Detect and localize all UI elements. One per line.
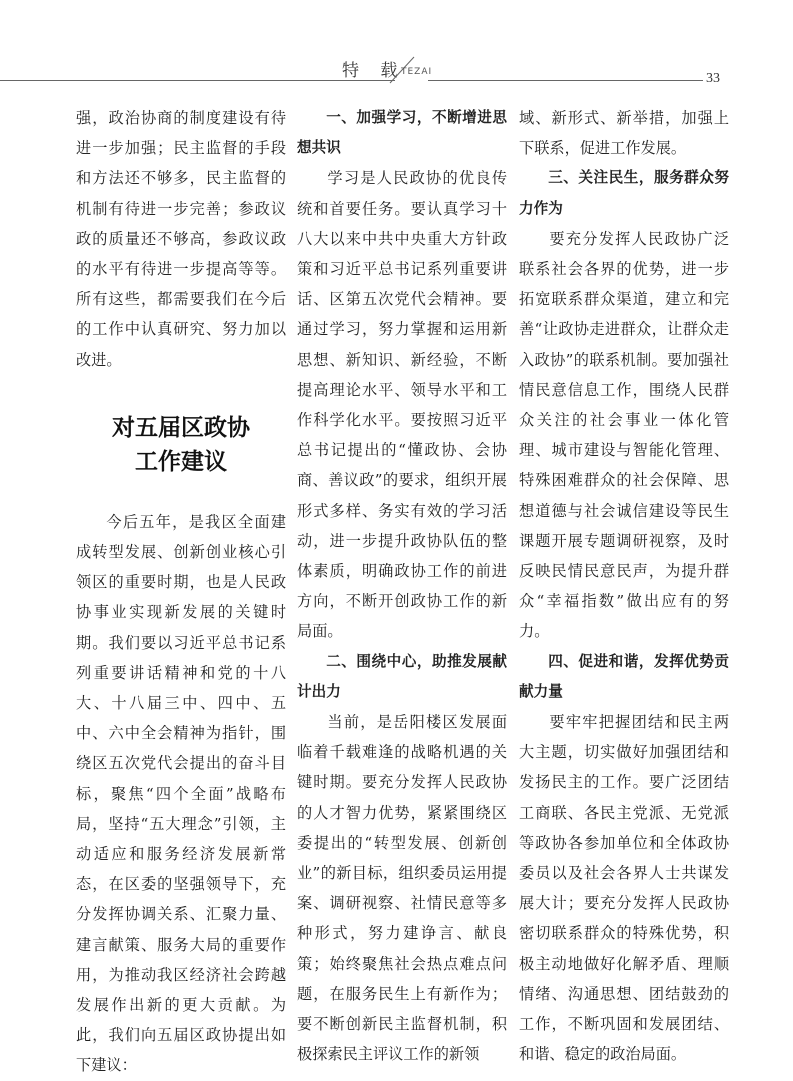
section-title: 特 载: [342, 61, 406, 81]
section-subtitle: TEZAI: [401, 67, 433, 77]
section-heading-4: 四、促进和谐，发挥优势贡献力量: [519, 652, 729, 700]
body-paragraph: 当前，是岳阳楼区发展面临着千载难逢的战略机遇的关键时期。要充分发挥人民政协的人才智力优势，紧紧围绕区委提出的“转型发展、创新创业”的新目标，组织委员运用提案、调研视察、社情民意等多种形式，努力建诤言、献良策；始终聚焦社会热点难点问题，在服务民生上有新作为；要不断创新民主监督机制，积极探索民主评议工作的新领: [297, 713, 507, 1064]
header-rule-right: [428, 80, 703, 81]
section-heading-3: 三、关注民生，服务群众努力作为: [519, 169, 729, 217]
header-rule-left: [0, 80, 395, 81]
section-heading-2: 二、围绕中心，助推发展献计出力: [297, 652, 507, 700]
continued-paragraph: 域、新形式、新举措，加强上下联系，促进工作发展。: [519, 109, 729, 158]
continued-paragraph: 强，政治协商的制度建设有待进一步加强；民主监督的手段和方法还不够多，民主监督的机制有待进一步完善；参政议政的质量还不够高，参政议政的水平有待进一步提高等等。所有这些，都需要我们在今后的工作中认真研究、努力加以改进。: [76, 109, 286, 369]
column-1: [76, 103, 286, 1081]
body-paragraph: 今后五年，是我区全面建成转型发展、创新创业核心引领区的重要时期，也是人民政协事业实现新发展的关键时期。我们要以习近平总书记系列重要讲话精神和党的十八大、十八届三中、四中、五中、六中全会精神为指针，围绕区五次党代会提出的奋斗目标，聚焦“四个全面”战略布局，坚持“五大理念”引领，主动适应和服务经济发展新常态，在区委的坚强领导下，充分发挥协调关系、汇聚力量、建言献策、服务大局的重要作用，为推动我区经济社会跨越发展作出新的更大贡献。为此，我们向五届区政协提出如下建议：: [76, 512, 286, 1075]
column-2: [297, 103, 507, 1070]
article-title-line-1: 对五届区政协: [112, 414, 250, 441]
column-3: [519, 103, 729, 1070]
body-paragraph: 要充分发挥人民政协广泛联系社会各界的优势，进一步拓宽联系群众渠道，建立和完善“让政协走进群众，让群众走入政协”的联系机制。要加强社情民意信息工作，围绕人民群众关注的社会事业一体化管理、城市建设与智能化管理、特殊困难群众的社会保障、思想道德与社会诚信建设等民生课题开展专题调研视察，及时反映民情民意民声，为提升群众“幸福指数”做出应有的努力。: [519, 229, 729, 641]
body-paragraph: 学习是人民政协的优良传统和首要任务。要认真学习十八大以来中共中央重大方针政策和习近平总书记系列重要讲话、区第五次党代会精神。要通过学习，努力掌握和运用新思想、新知识、新经验，不断提高理论水平、领导水平和工作科学化水平。要按照习近平总书记提出的“懂政协、会协商、善议政”的要求，组织开展形式多样、务实有效的学习活动，进一步提升政协队伍的整体素质，明确政协工作的前进方向，不断开创政协工作的新局面。: [297, 169, 507, 641]
body-paragraph: 要牢牢把握团结和民主两大主题，切实做好加强团结和发扬民主的工作。要广泛团结工商联、各民主党派、无党派等政协各参加单位和全体政协委员以及社会各界人士共谋发展大计；要充分发挥人民政协密切联系群众的特殊优势，积极主动地做好化解矛盾、理顺情绪、沟通思想、团结鼓劲的工作，不断巩固和发展团结、和谐、稳定的政治局面。: [519, 713, 729, 1064]
article-title: [76, 411, 286, 479]
page-number: 33: [706, 71, 720, 86]
section-heading-1: 一、加强学习，不断增进思想共识: [297, 109, 507, 157]
article-title-line-2: 工作建议: [135, 448, 227, 475]
